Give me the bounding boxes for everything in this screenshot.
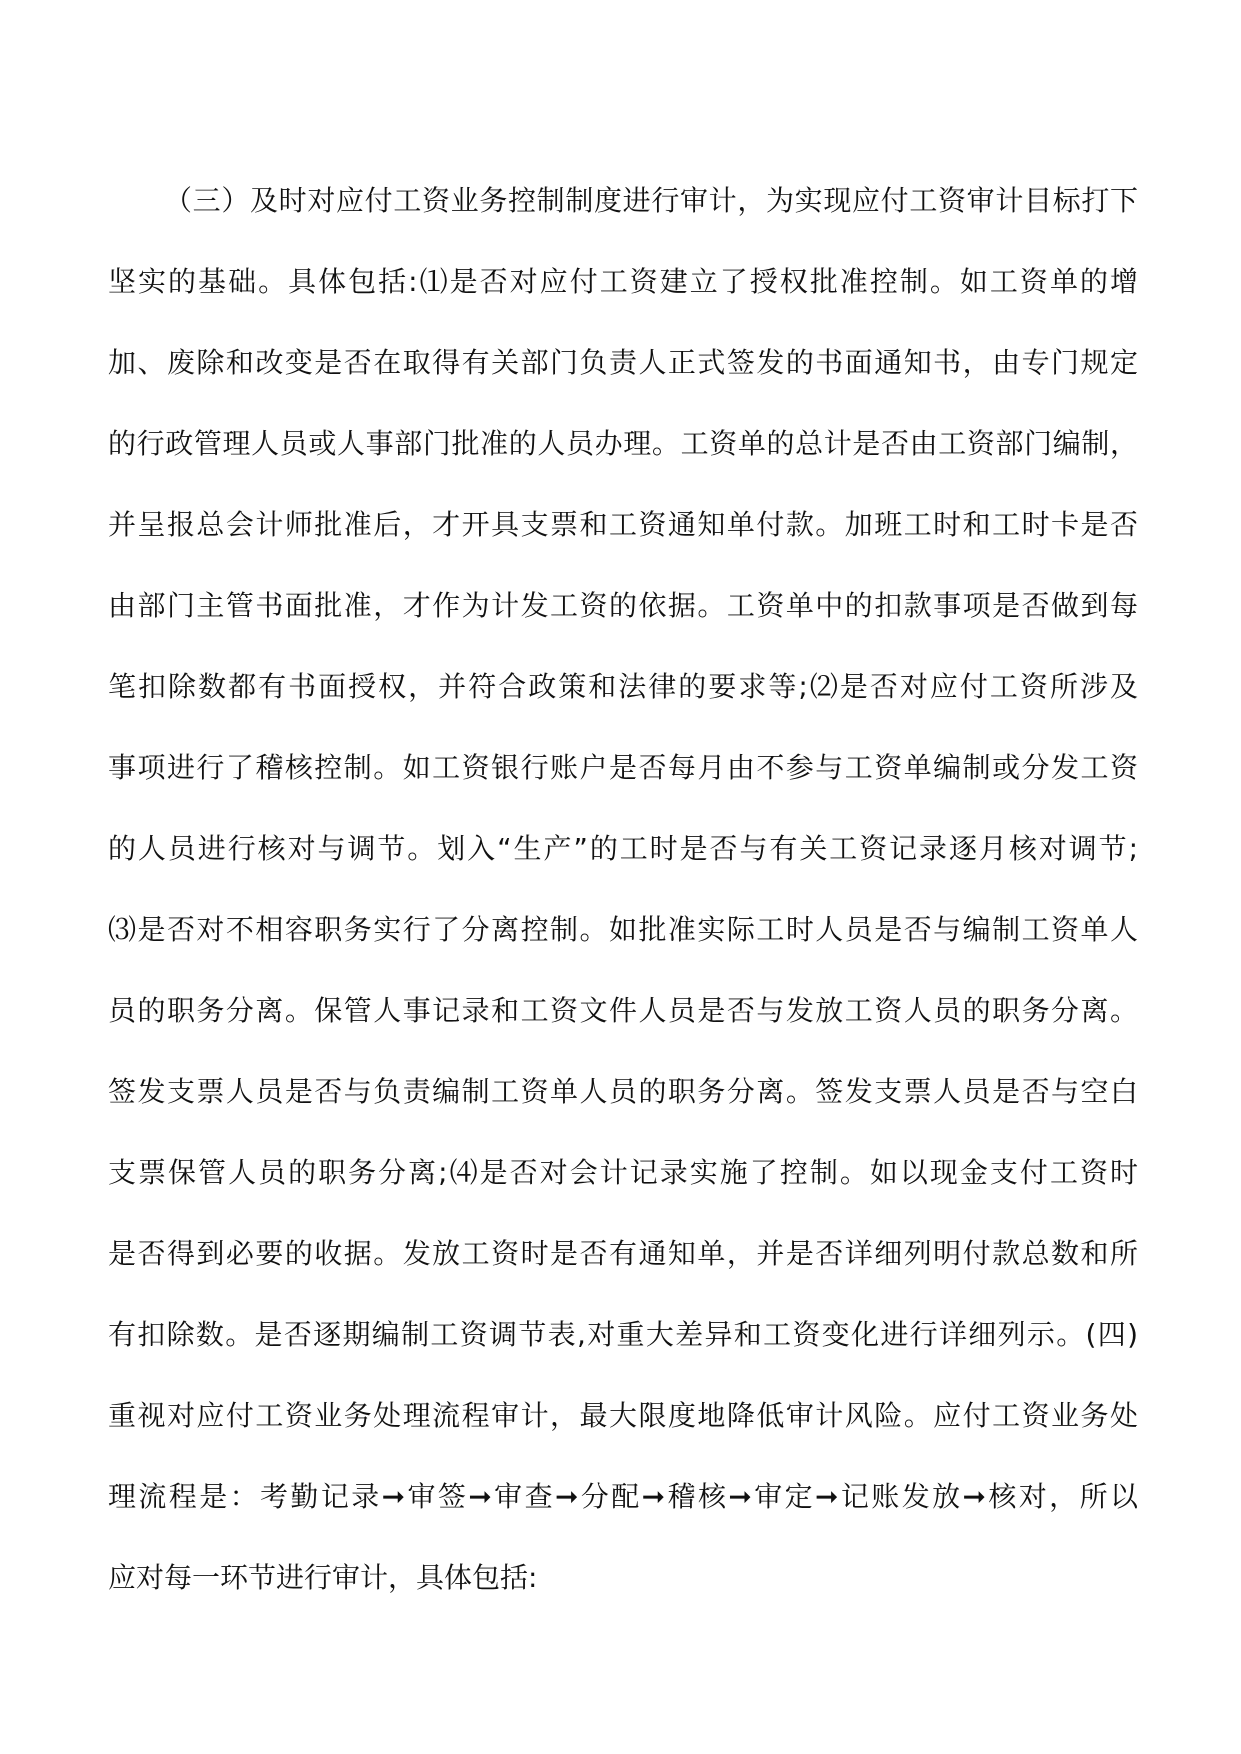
text-line: 重视对应付工资业务处理流程审计，最大限度地降低审计风险。应付工资业务处 — [108, 1399, 1138, 1432]
text-line: 加、废除和改变是否在取得有关部门负责人正式签发的书面通知书，由专门规定 — [108, 346, 1138, 379]
text-line: 理流程是：考勤记录➞审签➞审查➞分配➞稽核➞审定➞记账发放➞核对，所以 — [108, 1480, 1138, 1513]
body-paragraph — [108, 160, 1138, 1618]
text-line: 坚实的基础。具体包括:⑴是否对应付工资建立了授权批准控制。如工资单的增 — [108, 265, 1138, 298]
text-line: ⑶是否对不相容职务实行了分离控制。如批准实际工时人员是否与编制工资单人 — [108, 913, 1138, 946]
text-line: 签发支票人员是否与负责编制工资单人员的职务分离。签发支票人员是否与空白 — [108, 1075, 1138, 1108]
text-line: （三）及时对应付工资业务控制制度进行审计，为实现应付工资审计目标打下 — [164, 184, 1138, 217]
text-line: 员的职务分离。保管人事记录和工资文件人员是否与发放工资人员的职务分离。 — [108, 994, 1138, 1027]
text-line: 的行政管理人员或人事部门批准的人员办理。工资单的总计是否由工资部门编制， — [108, 427, 1138, 460]
text-line: 有扣除数。是否逐期编制工资调节表,对重大差异和工资变化进行详细列示。(四) — [108, 1318, 1138, 1351]
text-line: 并呈报总会计师批准后，才开具支票和工资通知单付款。加班工时和工时卡是否 — [108, 508, 1138, 541]
text-line: 的人员进行核对与调节。划入“生产”的工时是否与有关工资记录逐月核对调节; — [108, 832, 1138, 865]
text-line: 笔扣除数都有书面授权，并符合政策和法律的要求等;⑵是否对应付工资所涉及 — [108, 670, 1138, 703]
text-line: 应对每一环节进行审计，具体包括: — [108, 1561, 538, 1594]
text-line: 支票保管人员的职务分离;⑷是否对会计记录实施了控制。如以现金支付工资时 — [108, 1156, 1138, 1189]
text-line: 由部门主管书面批准，才作为计发工资的依据。工资单中的扣款事项是否做到每 — [108, 589, 1138, 622]
text-line: 是否得到必要的收据。发放工资时是否有通知单，并是否详细列明付款总数和所 — [108, 1237, 1138, 1270]
text-line: 事项进行了稽核控制。如工资银行账户是否每月由不参与工资单编制或分发工资 — [108, 751, 1138, 784]
